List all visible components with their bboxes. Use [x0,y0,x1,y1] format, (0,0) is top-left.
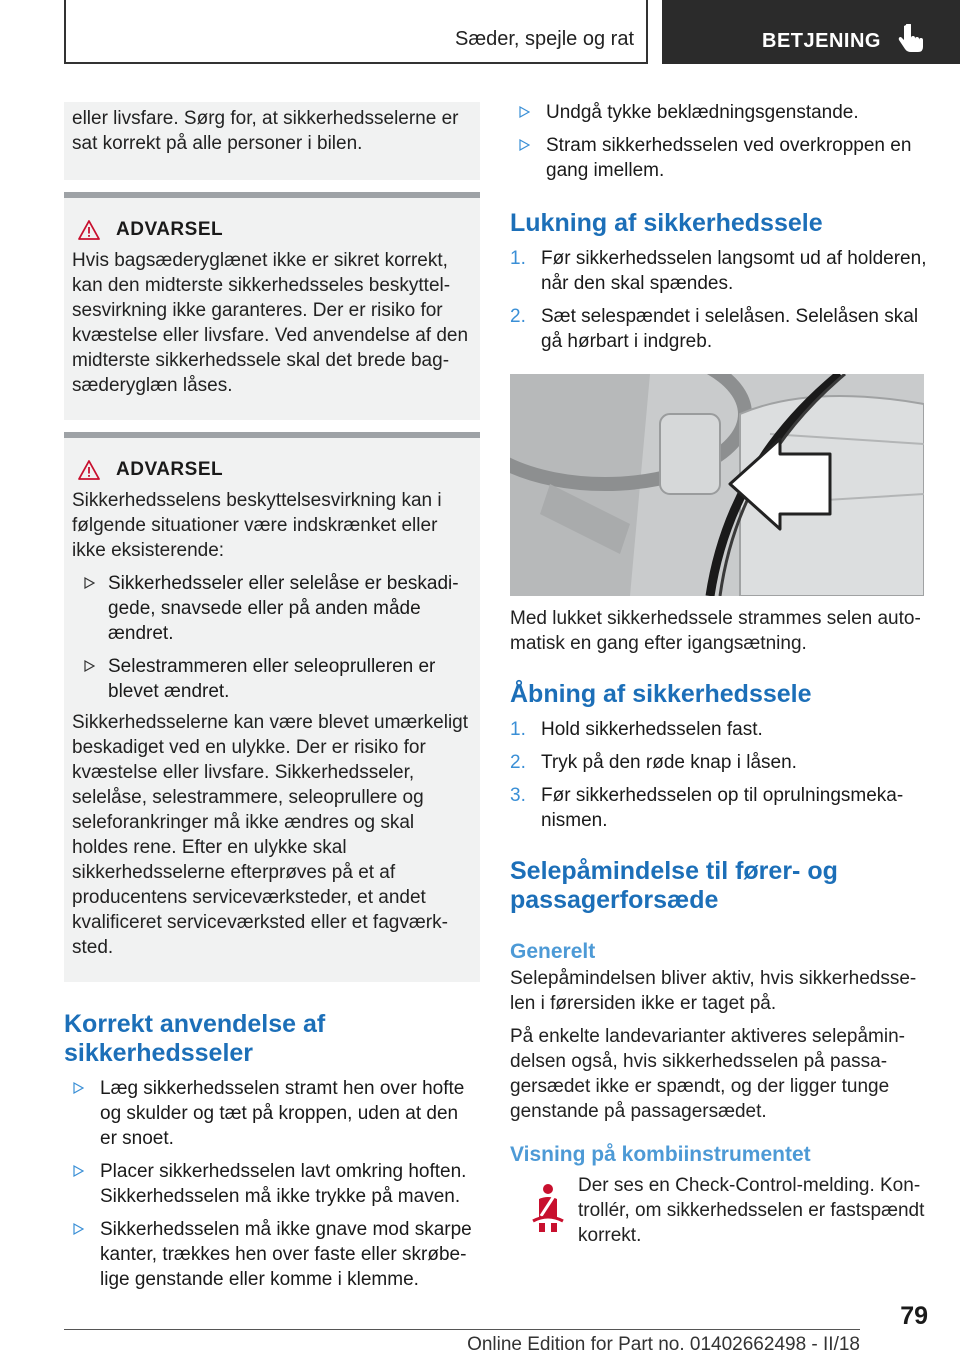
seat-illustration-graphic [510,374,924,596]
triangle-bullet-icon [84,577,95,589]
section-title: Korrekt anvendelse af sikkerhedsseler [64,1010,326,1067]
warning-bullet-list [72,571,472,704]
left-column [64,102,480,1292]
list-item: 2. Sæt selespændet i selelåsen. Selelåsen skal gå hørbart i indgreb. [510,306,919,352]
header-chapter-tab [662,0,960,64]
opening-steps [510,717,928,833]
warning-title: ADVARSEL [116,459,224,480]
triangle-bullet-icon [73,1223,84,1235]
closing-steps [510,246,928,354]
hand-pointer-icon [898,24,926,54]
triangle-bullet-icon [519,139,530,151]
triangle-bullet-icon [84,660,95,672]
warning-box-2 [64,438,480,982]
list-item: Læg sikkerhedsselen stramt hen over hofte og skulder og tæt på kroppen, uden at den er snoet. [64,1076,480,1151]
seatbelt-warning-icon [530,1183,566,1233]
usage-bullet-list [64,1076,480,1292]
clothing-bullet-list [510,100,928,183]
closing-note: Med lukket sikkerhedssele strammes selen automatisk en gang efter igangsætning. [510,608,921,654]
list-item: Sikkerhedsselen må ikke gnave mod skarpe kanter, trækkes hen over faste eller skrøbelige genstande eller komme i klemme. [64,1217,480,1292]
warning-intro: Sikkerhedsselens beskyttelsesvirkning kan i følgende situationer være indskrænket eller ikke eksisterende: [72,490,442,561]
general-paragraph: Selepåmindelsen bliver aktiv, hvis sikkerhedsselen i førersiden ikke er taget på. [510,968,917,1014]
list-item: Selestrammeren eller seleoprulleren er blevet ændret. [72,654,472,704]
header-chapter-title: BETJENING [762,30,881,52]
list-item: Undgå tykke beklædningsgenstande. [510,100,928,125]
list-item: Sikkerhedsseler eller selelåse er beskadigede, snavsede eller på anden måde ændret. [72,571,472,646]
header-section-tab [64,0,648,64]
list-item: 2. Tryk på den røde knap i låsen. [510,752,797,773]
edition-note: Online Edition for Part no. 01402662498 - II/18 [467,1334,860,1355]
triangle-bullet-icon [73,1165,84,1177]
list-item: 1. Før sikkerhedsselen langsomt ud af holderen, når den skal spændes. [510,248,927,294]
display-text: Der ses en Check-Control-melding. Kontrollér, om sikkerhedsselen er fastspændt korrekt. [578,1175,925,1246]
warning-triangle-icon [78,460,100,480]
section-title: Selepåmindelse til fører- og passagerforsæde [510,857,838,914]
subsection-title: Generelt [510,940,596,963]
warning-text: Hvis bagsæderyglænet ikke er sikret korrekt, kan den midterste sikkerhedsseles beskyttelsesvirkning ikke garanteres. Der er risiko for kvæstelse eller livsfare. Ved anvendelse af den midterste sikkerhedssele skal det brede bagsæderyglæn låses. [72,250,469,396]
warning-box-1 [64,198,480,420]
triangle-bullet-icon [519,106,530,118]
section-title: Lukning af sikkerhedssele [510,209,823,237]
list-item: 3. Før sikkerhedsselen op til oprulningsmekanismen. [510,785,904,831]
display-note [510,1173,928,1248]
subsection-title: Visning på kombiinstrumentet [510,1143,811,1166]
warning-text: Sikkerhedsselerne kan være blevet umærkeligt beskadiget ved en ulykke. Der er risiko for kvæstelse eller livsfare. Sikkerhedsseler, selelåse, selestrammere, seleoprullere og seleforankringer må ikke ændres og skal holdes rene. Efter en ulykke skal sikkerhedsselerne efterprøves på et af producentens serviceværksteder, et andet kvalificeret serviceværksted eller et fagværksted. [72,712,469,958]
list-item: Stram sikkerhedsselen ved overkroppen en gang imellem. [510,133,928,183]
list-item: Placer sikkerhedsselen lavt omkring hoften. Sikkerhedsselen må ikke trykke på maven. [64,1159,480,1209]
footer-divider [64,1329,860,1330]
section-title: Åbning af sikkerhedssele [510,680,812,708]
header-section-title: Sæder, spejle og rat [455,28,634,50]
triangle-bullet-icon [73,1082,84,1094]
intro-box [64,102,480,180]
intro-text: eller livsfare. Sørg for, at sikkerhedsselerne er sat korrekt på alle personer i bilen. [72,108,459,154]
right-column [510,102,928,1248]
warning-title: ADVARSEL [116,219,224,240]
seatbelt-buckle-illustration [510,374,924,596]
list-item: 1. Hold sikkerhedsselen fast. [510,719,763,740]
general-paragraph: På enkelte landevarianter aktiveres selepåmindelsen også, hvis sikkerhedsselen på passagersædet ikke er spændt, og der ligger tunge genstande på passagersædet. [510,1026,905,1122]
page-number: 79 [900,1302,928,1330]
warning-triangle-icon [78,220,100,240]
